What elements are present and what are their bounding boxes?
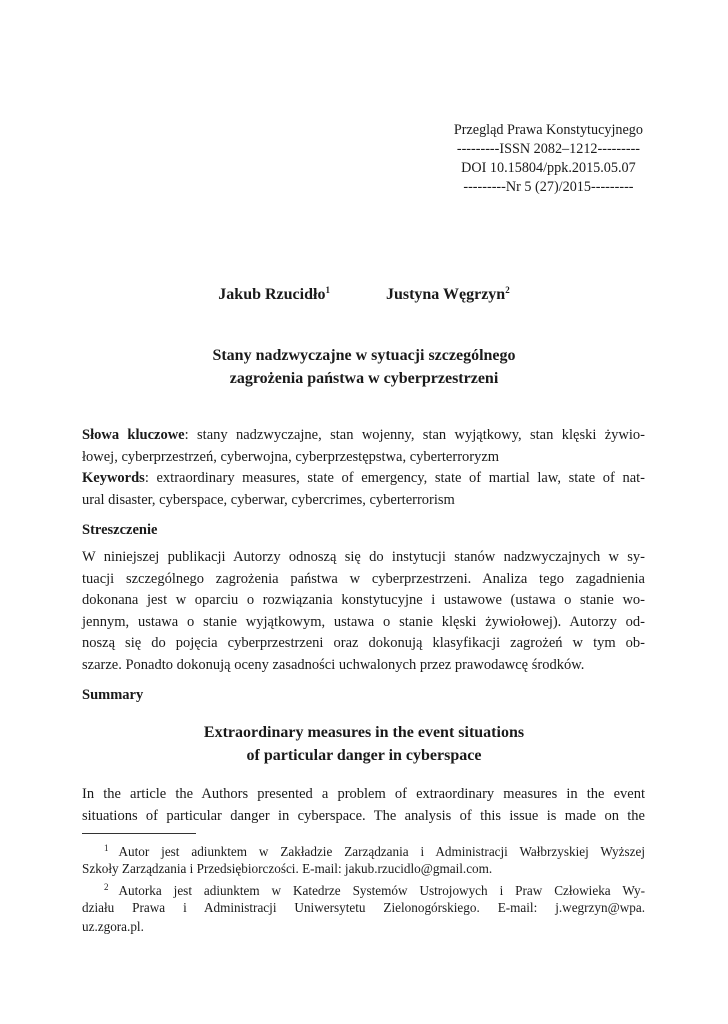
authors xyxy=(0,285,728,304)
paragraph-line: situations of particular danger in cyberspace. The analysis of this issue is made on the xyxy=(82,807,645,824)
paragraph-line: noszą się do pojęcia cyberprzestrzeni oraz dokonują klasyfikacji zagrożeń w tym ob- xyxy=(82,635,645,651)
streszczenie-heading: Streszczenie xyxy=(82,522,158,538)
article-title-line: zagrożenia państwa w cyberprzestrzeni xyxy=(229,370,499,387)
journal-doi: DOI 10.15804/ppk.2015.05.07 xyxy=(461,160,636,176)
journal-header xyxy=(454,121,643,197)
footnote-2-line: uz.zgora.pl. xyxy=(82,919,144,934)
author-1 xyxy=(218,286,330,303)
keywords-pl-label: Słowa kluczowe xyxy=(82,427,185,443)
journal-issue: ---------Nr 5 (27)/2015--------- xyxy=(463,179,634,195)
summary-text xyxy=(82,784,645,827)
paragraph-line: szarze. Ponadto dokonują oceny zasadności uchwalonych przez prawodawcę środków. xyxy=(82,656,585,673)
paragraph-line: jennym, ustawa o stanie wyjątkowym, ustawa o stanie klęski żywiołowej). Autorzy od- xyxy=(82,613,645,630)
summary-title-line: Extraordinary measures in the event situations xyxy=(203,724,525,741)
author-1-name: Jakub Rzucidło xyxy=(218,286,326,303)
author-2-footnote-ref[interactable]: 2 xyxy=(505,285,510,295)
article-title xyxy=(0,344,728,390)
summary-title-line: of particular danger in cyberspace xyxy=(246,747,482,764)
journal-issn: ---------ISSN 2082–1212--------- xyxy=(456,141,641,157)
paragraph-line: tuacji szczególnego zagrożenia państwa w cyberprzestrzeni. Analiza tego zagadnienia xyxy=(82,570,645,587)
footnote-1-line xyxy=(82,839,645,859)
footnote-2-number: 2 xyxy=(104,882,109,892)
keywords-block xyxy=(82,425,645,511)
summary-title xyxy=(0,721,728,767)
footnote-1-text: Autor jest adiunktem w Zakładzie Zarządzania i Administracji Wałbrzyskiej Wyższej xyxy=(118,844,645,859)
footnote-1-line: Szkoły Zarządzania i Przedsiębiorczości. E-mail: jakub.rzucidlo@gmail.com. xyxy=(82,860,493,876)
summary-heading: Summary xyxy=(82,687,144,703)
author-2-name: Justyna Węgrzyn xyxy=(385,286,506,303)
paragraph-line: In the article the Authors presented a problem of extraordinary measures in the event xyxy=(82,786,645,802)
footnote-1-number: 1 xyxy=(104,843,109,853)
paragraph-line: W niniejszej publikacji Autorzy odnoszą się do instytucji stanów nadzwyczajnych w sy- xyxy=(82,549,645,565)
footnote-2-text: Autorka jest adiunktem w Katedrze Systemów Ustrojowych i Praw Człowieka Wy- xyxy=(118,883,645,898)
keywords-en-line xyxy=(82,468,645,490)
keywords-en-text: : extraordinary measures, state of emergency, state of martial law, state of nat- xyxy=(144,470,645,486)
author-2 xyxy=(386,286,510,303)
footnote-2-line xyxy=(82,878,645,898)
footnotes xyxy=(82,839,645,937)
keywords-en-line: ural disaster, cyberspace, cyberwar, cybercrimes, cyberterrorism xyxy=(82,491,455,508)
journal-name: Przegląd Prawa Konstytucyjnego xyxy=(453,122,643,138)
paragraph-line: dokonana jest w oparciu o rozwiązania konstytucyjne i ustawowe (ustawa o stanie wo- xyxy=(82,592,645,608)
article-title-line: Stany nadzwyczajne w sytuacji szczególnego xyxy=(212,347,516,364)
keywords-pl-line xyxy=(82,425,645,447)
author-1-footnote-ref[interactable]: 1 xyxy=(325,285,330,295)
keywords-pl-line: łowej, cyberprzestrzeń, cyberwojna, cyberprzestępstwa, cyberterroryzm xyxy=(82,448,500,465)
footnote-2-line: działu Prawa i Administracji Uniwersytetu Zielonogórskiego. E-mail: j.wegrzyn@wpa. xyxy=(82,899,645,915)
streszczenie-text xyxy=(82,547,645,676)
keywords-pl-text: : stany nadzwyczajne, stan wojenny, stan wyjątkowy, stan klęski żywio- xyxy=(184,427,646,443)
footnote-divider xyxy=(82,833,196,834)
keywords-en-label: Keywords xyxy=(82,470,145,486)
